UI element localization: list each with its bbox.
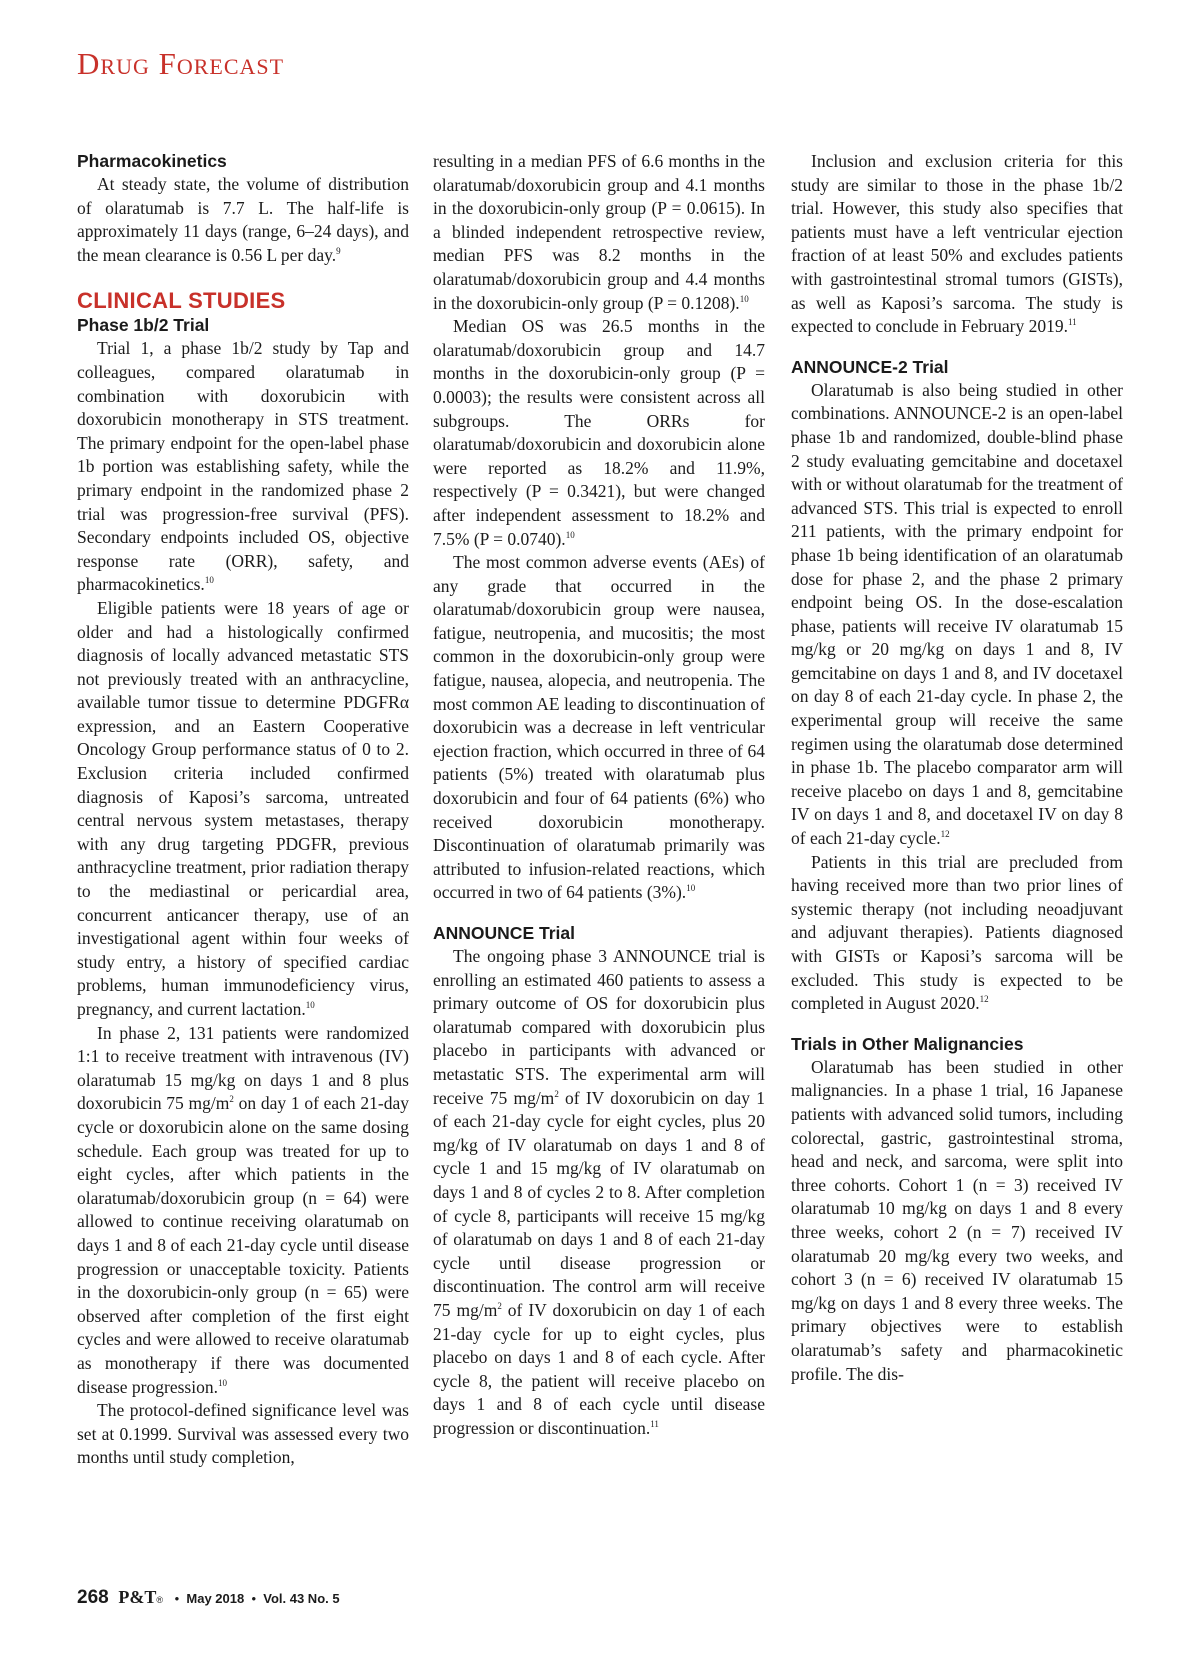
running-head: Drug Forecast — [77, 46, 285, 81]
paragraph: Median OS was 26.5 months in the olaratumab/doxorubicin group and 14.7 months in the doxorubicin-only group (P = 0.0003); the results were consistent across all subgroups. The ORRs for olaratumab/doxorubicin and doxorubicin alone were reported as 18.2% and 11.9%, respectively (P = 0.3421), but were changed after independent assessment to 18.2% and 7.5% (P = 0.0740).$^{10}$ — [433, 316, 765, 549]
registered-mark: ® — [156, 1595, 163, 1605]
section-title: CLINICAL STUDIES — [77, 288, 286, 314]
paragraph: Patients in this trial are precluded from having received more than two prior lines of systemic therapy (not including neoadjuvant and adjuvant therapies). Patients diagnosed with GISTs or Kaposi’s sarcoma will be excluded. This study is expected to be completed in August 2020.12 — [791, 851, 1123, 1014]
page-footer — [77, 1587, 340, 1609]
column-3 — [791, 150, 1123, 1386]
other-malignancies-heading: Trials in Other Malignancies — [791, 1033, 1024, 1054]
column-1 — [77, 150, 409, 1470]
paragraph: resulting in a median PFS of 6.6 months in the olaratumab/doxorubicin group and 4.1 months in the doxorubicin-only group (P = 0.0615). In a blinded independent retrospective review, median PFS was 8.2 months in the olaratumab/doxorubicin group and 4.4 months in the doxorubicin-only group (P = 0.1208).$^{10}$ — [433, 151, 765, 313]
pharmacokinetics-heading: Pharmacokinetics — [77, 151, 227, 171]
paragraph: Olaratumab has been studied in other malignancies. In a phase 1 trial, 16 Japanese patients with advanced solid tumors, including colorectal, gastric, gastrointestinal stroma, head and neck, and sarcoma, were split into three cohorts. Cohort 1 (n = 3) received IV olaratumab 10 mg/kg on days 1 and 8 every three weeks, cohort 2 (n = 7) received IV olaratumab 20 mg/kg every two weeks, and cohort 3 (n = 6) received IV olaratumab 15 mg/kg on days 1 and 8 every three weeks. The primary objectives were to establish olaratumab’s safety and pharmacokinetic profile. The dis- — [791, 1056, 1123, 1384]
paragraph: Eligible patients were 18 years of age or older and had a histologically confirmed diagnosis of locally advanced metastatic STS not previously treated with an anthracycline, available tumor tissue to determine PDGFRα expression, and an Eastern Cooperative Oncology Group performance status of 0 to 2. Exclusion criteria included confirmed diagnosis of Kaposi’s sarcoma, untreated central nervous system metastases, therapy with any drug targeting PDGFR, previous anthracycline treatment, prior radiation therapy to the mediastinal or pericardial area, concurrent anticancer therapy, use of an investigational agent within four weeks of study entry, a history of specified cardiac problems, human immunodeficiency virus, pregnancy, and current lactation.$^{10}$ — [77, 597, 409, 1019]
phase-trial-heading: Phase 1b/2 Trial — [77, 315, 210, 336]
column-2 — [433, 150, 765, 1440]
issue-date: May 2018 — [186, 1591, 245, 1606]
announce-2-heading: ANNOUNCE-2 Trial — [791, 356, 949, 377]
paragraph: In phase 2, 131 patients were randomized 1:1 to receive treatment with intravenous (IV) olaratumab 15 mg/kg on days 1 and 8 plus doxorubicin 75 $mg/m^2$ on day 1 of each 21-day cycle or doxorubicin alone on the same dosing schedule. Each group was treated for up to eight cycles, after which patients in the olaratumab/doxorubicin group (n = 64) were allowed to continue receiving olaratumab on days 1 and 8 of each 21-day cycle until disease progression or unacceptable toxicity. Patients in the doxorubicin-only group (n = 65) were observed after completion of the first eight cycles and were allowed to receive olaratumab as monotherapy if there was documented disease progression.$^{10}$ — [77, 1022, 409, 1397]
page-number: 268 — [77, 1587, 109, 1608]
paragraph: Trial 1, a phase 1b/2 study by Tap and colleagues, compared olaratumab in combination with doxorubicin with doxorubicin monotherapy in STS treatment. The primary endpoint for the open-label phase 1b portion was establishing safety, while the primary endpoint in the randomized phase 2 trial was progression-free survival (PFS). Secondary endpoints included OS, objective response rate (ORR), safety, and pharmacokinetics.$^{10}$ — [77, 338, 409, 595]
separator: • — [174, 1591, 180, 1606]
issue-volume: Vol. 43 No. 5 — [263, 1591, 340, 1606]
paragraph: The most common adverse events (AEs) of any grade that occurred in the olaratumab/doxorubicin group were nausea, fatigue, neutropenia, and mucositis; the most common in the doxorubicin-only group were fatigue, nausea, alopecia, and neutropenia. The most common AE leading to discontinuation of doxorubicin was a decrease in left ventricular ejection fraction, which occurred in three of 64 patients (5%) treated with olaratumab plus doxorubicin and four of 64 patients (6%) who received doxorubicin monotherapy. Discontinuation of olaratumab primarily was attributed to infusion-related reactions, which occurred in two of 64 patients (3%).$^{10}$ — [433, 552, 765, 903]
paragraph: At steady state, the volume of distribution of olaratumab is 7.7 L. The half-life is approximately 11 days (range, 6–24 days), and the mean clearance is 0.56 L per day.$^9$ — [77, 174, 409, 265]
paragraph: Olaratumab is also being studied in other combinations. ANNOUNCE-2 is an open-label phase 1b and randomized, double-blind phase 2 study evaluating gemcitabine and docetaxel with or without olaratumab for the treatment of advanced STS. This trial is expected to enroll 211 patients, with the primary endpoint for phase 1b being identification of an olaratumab dose for phase 2, and the phase 2 primary endpoint being OS. In the dose-escalation phase, patients will receive IV olaratumab 15 mg/kg or 20 mg/kg on days 1 and 8, IV gemcitabine on days 1 and 8, and IV docetaxel on day 8 of each 21-day cycle. In phase 2, the experimental group will receive the same regimen using the olaratumab dose determined in phase 1b. The placebo comparator arm will receive placebo on days 1 and 8, gemcitabine IV on days 1 and 8, and docetaxel IV on day 8 of each 21-day cycle.$^{12}$ — [791, 379, 1123, 849]
journal-name: P&T — [118, 1587, 157, 1607]
separator: • — [251, 1591, 257, 1606]
announce-heading: ANNOUNCE Trial — [433, 923, 575, 943]
paragraph: The protocol-defined significance level was set at 0.1999. Survival was assessed every two months until study completion, — [77, 1400, 409, 1468]
paragraph: The ongoing phase 3 ANNOUNCE trial is enrolling an estimated 460 patients to assess a primary outcome of OS for doxorubicin plus olaratumab compared with doxorubicin plus placebo in participants with advanced or metastatic STS. The experimental arm will receive 75 $mg/m^2$ of IV doxorubicin on day 1 of each 21-day cycle for eight cycles, plus 20 mg/kg of IV olaratumab on days 1 and 8 of cycle 1 and 15 mg/kg of IV olaratumab on days 1 and 8 of cycles 2 to 8. After completion of cycle 8, participants will receive 15 mg/kg of olaratumab on days 1 and 8 of each 21-day cycle until disease progression or discontinuation. The control arm will receive 75 $mg/m^2$ of IV doxorubicin on day 1 of each 21-day cycle for up to eight cycles, plus placebo on days 1 and 8 of each cycle. After cycle 8, the patient will receive placebo on days 1 and 8 of each cycle until disease progression or discontinuation.$^{11}$ — [433, 946, 765, 1438]
paragraph: Inclusion and exclusion criteria for this study are similar to those in the phase 1b/2 trial. However, this study also specifies that patients must have a left ventricular ejection fraction of at least 50% and excludes patients with gastrointestinal stromal tumors (GISTs), as well as Kaposi’s sarcoma. The study is expected to conclude in February 2019.11 — [791, 151, 1123, 337]
